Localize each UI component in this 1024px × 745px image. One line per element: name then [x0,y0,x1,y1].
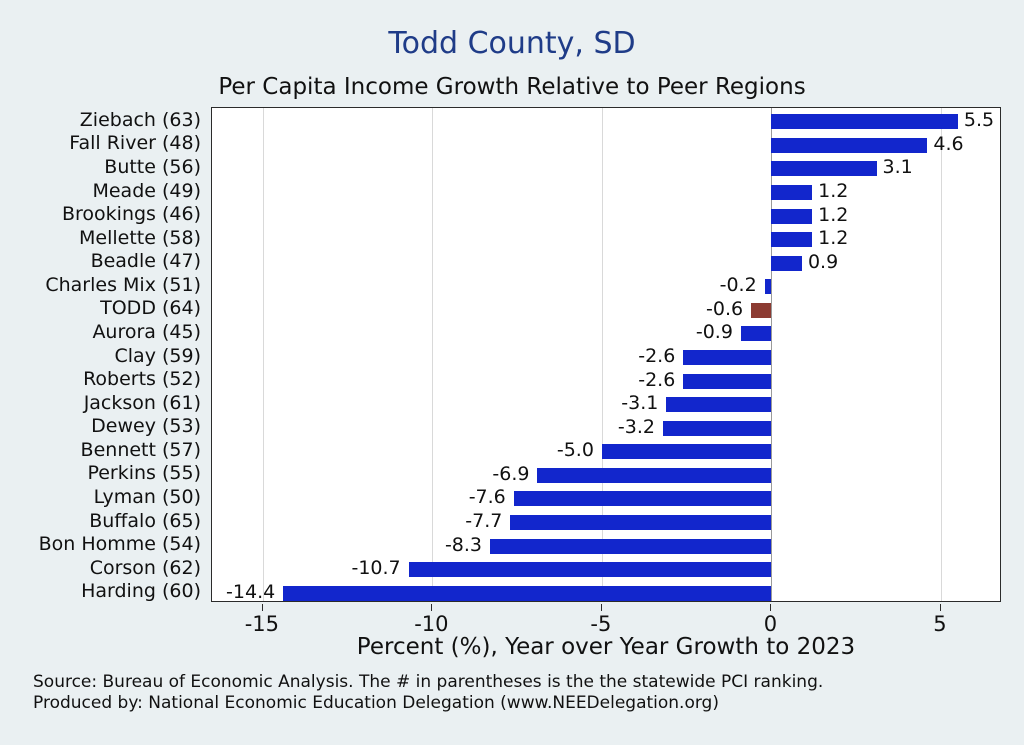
x-tick-label: -10 [414,612,449,636]
category-label: Brookings (46) [61,203,201,226]
bar-value-label: 1.2 [818,203,849,226]
bar-row [212,182,1000,203]
bar [663,421,771,436]
bar [771,114,957,129]
footer-note [33,672,823,714]
bar-row [212,158,1000,179]
bar-row [212,394,1000,415]
category-label: Roberts (52) [83,368,201,391]
bar [666,397,771,412]
bar-value-label: -7.7 [465,510,503,532]
bar-value-label: -2.6 [638,345,676,367]
bar-value-label: -6.9 [492,462,530,485]
bar [741,326,772,341]
plot-area [211,107,1001,602]
bar-row [212,229,1000,250]
bar [283,586,771,601]
bar [514,491,772,506]
x-axis [211,604,1001,634]
x-tick-label: -5 [590,612,612,636]
bar-series [212,108,1000,601]
bar-value-label: 4.6 [933,132,964,155]
category-label: Charles Mix (51) [45,273,201,296]
bar-value-label: -7.6 [468,486,506,509]
bar-value-label: -3.2 [617,415,655,438]
bar [771,185,812,200]
bar-value-label: -0.2 [719,274,757,297]
bar-value-label: -10.7 [351,557,401,580]
bar-row [212,347,1000,368]
bar-row [212,441,1000,462]
bar-row [212,368,1000,392]
bar-row [212,203,1000,227]
category-label: Perkins (55) [87,462,201,485]
bar-row [212,533,1000,557]
bar-value-label: -0.6 [706,297,744,320]
category-label: Ziebach (63) [79,108,201,131]
page-subtitle: Per Capita Income Growth Relative to Peer Regions [218,74,806,100]
x-tick-mark [940,604,941,611]
category-label: Clay (59) [114,344,201,367]
bar-row [212,276,1000,297]
bar-row [212,559,1000,580]
bar-row [212,132,1000,156]
category-label: TODD (64) [100,297,201,320]
bar-value-label: -5.0 [556,439,594,462]
bar [490,539,771,554]
bar-value-label: -2.6 [638,368,676,391]
bar-row [212,512,1000,533]
bar [510,515,771,530]
x-axis-title: Percent (%), Year over Year Growth to 2023 [356,634,856,660]
bar [771,209,812,224]
category-label: Beadle (47) [90,250,201,273]
bar-row [212,462,1000,486]
category-label: Fall River (48) [69,132,201,155]
category-label: Corson (62) [89,556,201,579]
x-tick-mark [770,604,771,611]
x-tick-label: 5 [933,612,947,636]
bar-value-label: -3.1 [621,392,659,415]
bar-row [212,111,1000,132]
bar-value-label: 0.9 [807,250,839,273]
bar [771,256,802,271]
category-label: Dewey (53) [91,415,201,438]
bar [771,161,876,176]
bar [409,562,772,577]
bar [683,350,771,365]
bar-value-label: 3.1 [882,156,913,179]
bar [537,468,771,483]
bar [683,374,771,389]
bar-row [212,488,1000,509]
bar [751,303,771,318]
category-label: Butte (56) [104,155,201,178]
category-label: Buffalo (65) [89,509,201,532]
bar-value-label: -8.3 [444,533,483,556]
bar-row [212,580,1000,604]
category-label: Bennett (57) [80,438,201,461]
category-label: Bon Homme (54) [38,533,201,556]
x-tick-label: 0 [763,612,778,636]
bar [771,138,927,153]
bar [765,279,772,294]
bar-row [212,297,1000,321]
x-tick-label: -15 [244,612,279,636]
bar-row [212,250,1000,274]
category-label: Jackson (61) [83,391,201,414]
bar [771,232,812,247]
category-label: Meade (49) [92,179,201,202]
category-label: Mellette (58) [79,226,201,249]
category-label: Harding (60) [81,580,201,603]
footer-line-1: Source: Bureau of Economic Analysis. The # in parentheses is the the statewide PCI ranking. [33,672,824,692]
bar-value-label: 1.2 [818,180,849,202]
bar [602,444,772,459]
category-label: Aurora (45) [92,320,201,343]
category-axis-labels [0,107,206,602]
category-label: Lyman (50) [93,485,201,508]
page-title: Todd County, SD [388,26,636,61]
bar-value-label: -14.4 [226,580,276,603]
bar-row [212,323,1000,344]
footer-line-2: Produced by: National Economic Education Delegation (www.NEEDelegation.org) [33,693,719,713]
x-tick-mark [431,604,432,611]
x-tick-mark [601,604,602,611]
x-tick-mark [262,604,263,611]
bar-value-label: 5.5 [963,109,995,132]
bar-value-label: -0.9 [695,321,733,344]
bar-row [212,415,1000,439]
bar-value-label: 1.2 [818,227,849,250]
